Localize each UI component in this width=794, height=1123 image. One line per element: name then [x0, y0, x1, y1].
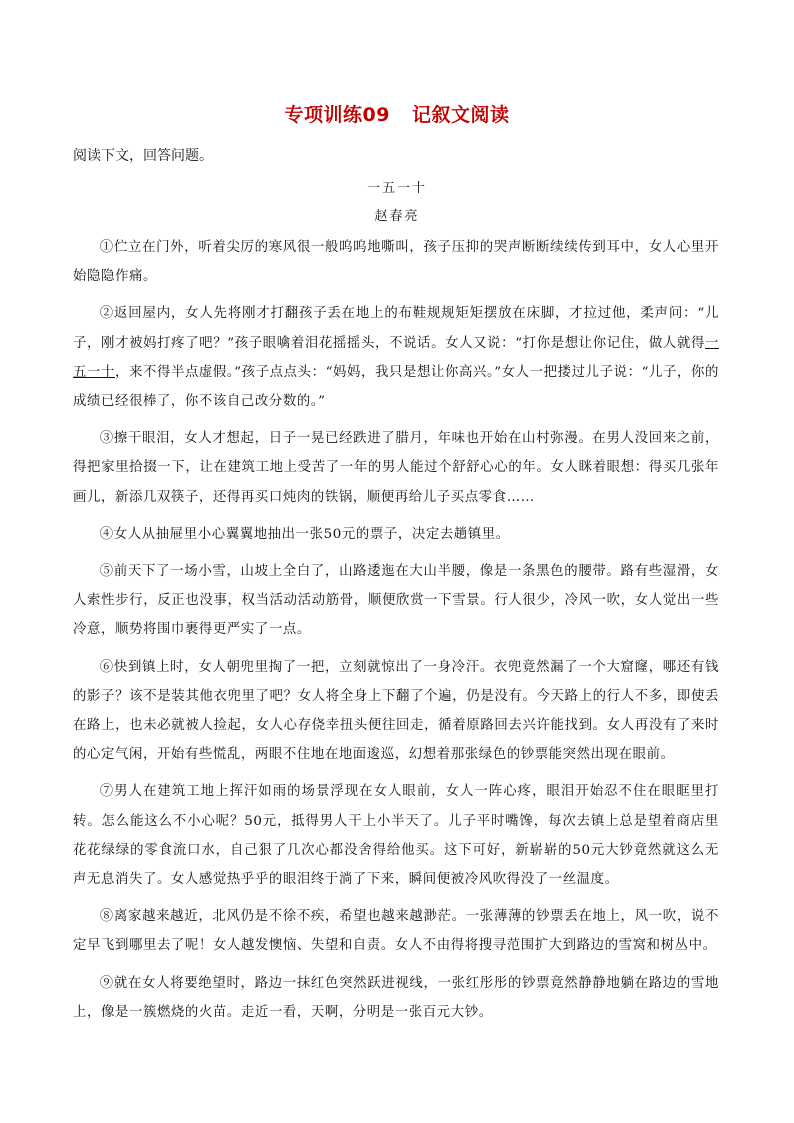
paragraph-1: ①伫立在门外，听着尖厉的寒风很一般呜呜地嘶叫，孩子压抑的哭声断断续续传到耳中，女人心里开始隐隐作痛。: [73, 240, 719, 285]
story-author: 赵春亮: [374, 209, 420, 224]
paragraph-3: ③擦干眼泪，女人才想起，日子一晃已经跌进了腊月，年味也开始在山村弥漫。在男人没回来之前，得把家里拾掇一下，让在建筑工地上受苦了一年的男人能过个舒舒心心的年。女人眯着眼想：得买几张年画儿，新添几双筷子，还得再买口炖肉的铁锅，顺便再给儿子买点零食……: [73, 431, 719, 505]
paragraph-5: ⑤前天下了一场小雪，山坡上全白了，山路逶迤在大山半腰，像是一条黑色的腰带。路有些湿滑，女人索性步行，反正也没事，权当活动活动筋骨，顺便欣赏一下雪景。行人很少，冷风一吹，女人觉出一些冷意，顺势将围巾裹得更严实了一点。: [73, 564, 719, 638]
title-topic: 记叙文阅读: [411, 104, 510, 126]
paragraph-7: ⑦男人在建筑工地上挥汗如雨的场景浮现在女人眼前，女人一阵心疼，眼泪开始忍不住在眼眶里打转。怎么能这么不小心呢？50元，抵得男人干上小半天了。儿子平时嘴馋，每次去镇上总是望着商店里花花绿绿的零食流口水，自己狠了几次心都没舍得给他买。这下可好，新崭崭的50元大钞竟然就这么无声无息消失了。女人感觉热乎乎的眼泪终于淌了下来，瞬间便被冷风吹得没了一丝温度。: [73, 784, 719, 888]
paragraph-9: ⑨就在女人将要绝望时，路边一抹红色突然跃进视线，一张红彤彤的钞票竟然静静地躺在路边的雪地上，像是一簇燃烧的火苗。走近一看，天啊，分明是一张百元大钞。: [73, 975, 719, 1020]
paragraph-2-end: ，来不得半点虚假。”孩子点点头：“妈妈，我只是想让你高兴。”女人一把搂过儿子说：“儿子，你的成绩已经很棒了，你不该自己改分数的。”: [73, 364, 719, 410]
paragraph-6: ⑥快到镇上时，女人朝兜里掏了一把，立刻就惊出了一身冷汗。衣兜竟然漏了一个大窟窿，哪还有钱的影子？该不是装其他衣兜里了吧？女人将全身上下翻了个遍，仍是没有。今天路上的行人不多，即使丢在路上，也未必就被人捡起，女人心存侥幸扭头便往回走，循着原路回去兴许能找到。女人再没有了来时的心定气闲，开始有些慌乱，两眼不住地在地面逡巡，幻想着那张绿色的钞票能突然出现在眼前。: [73, 659, 719, 763]
story-body: [73, 233, 719, 1035]
underlined-phrase: 一五一十: [73, 335, 719, 380]
paragraph-4: ④女人从抽屉里小心翼翼地抽出一张50元的票子，决定去趟镇里。: [99, 526, 510, 542]
page-title: [0, 100, 794, 127]
title-series: 专项训练09: [284, 104, 390, 126]
story-title: 一五一十: [366, 181, 427, 196]
paragraph-8: ⑧离家越来越近，北风仍是不徐不疾，希望也越来越渺茫。一张薄薄的钞票丢在地上，风一吹，说不定早飞到哪里去了呢！女人越发懊恼、失望和自责。女人不由得将搜寻范围扩大到路边的雪窝和树丛中。: [73, 909, 719, 954]
paragraph-2: [73, 299, 719, 416]
instruction-text: 阅读下文，回答问题。: [73, 148, 213, 164]
paragraph-2-start: ②返回屋内，女人先将刚才打翻孩子丢在地上的布鞋规规矩矩摆放在床脚，才拉过他，柔声问：“儿子，刚才被妈打疼了吧？”孩子眼噙着泪花摇摇头，不说话。女人又说：“打你是想让你记住，做人就得: [73, 306, 719, 351]
